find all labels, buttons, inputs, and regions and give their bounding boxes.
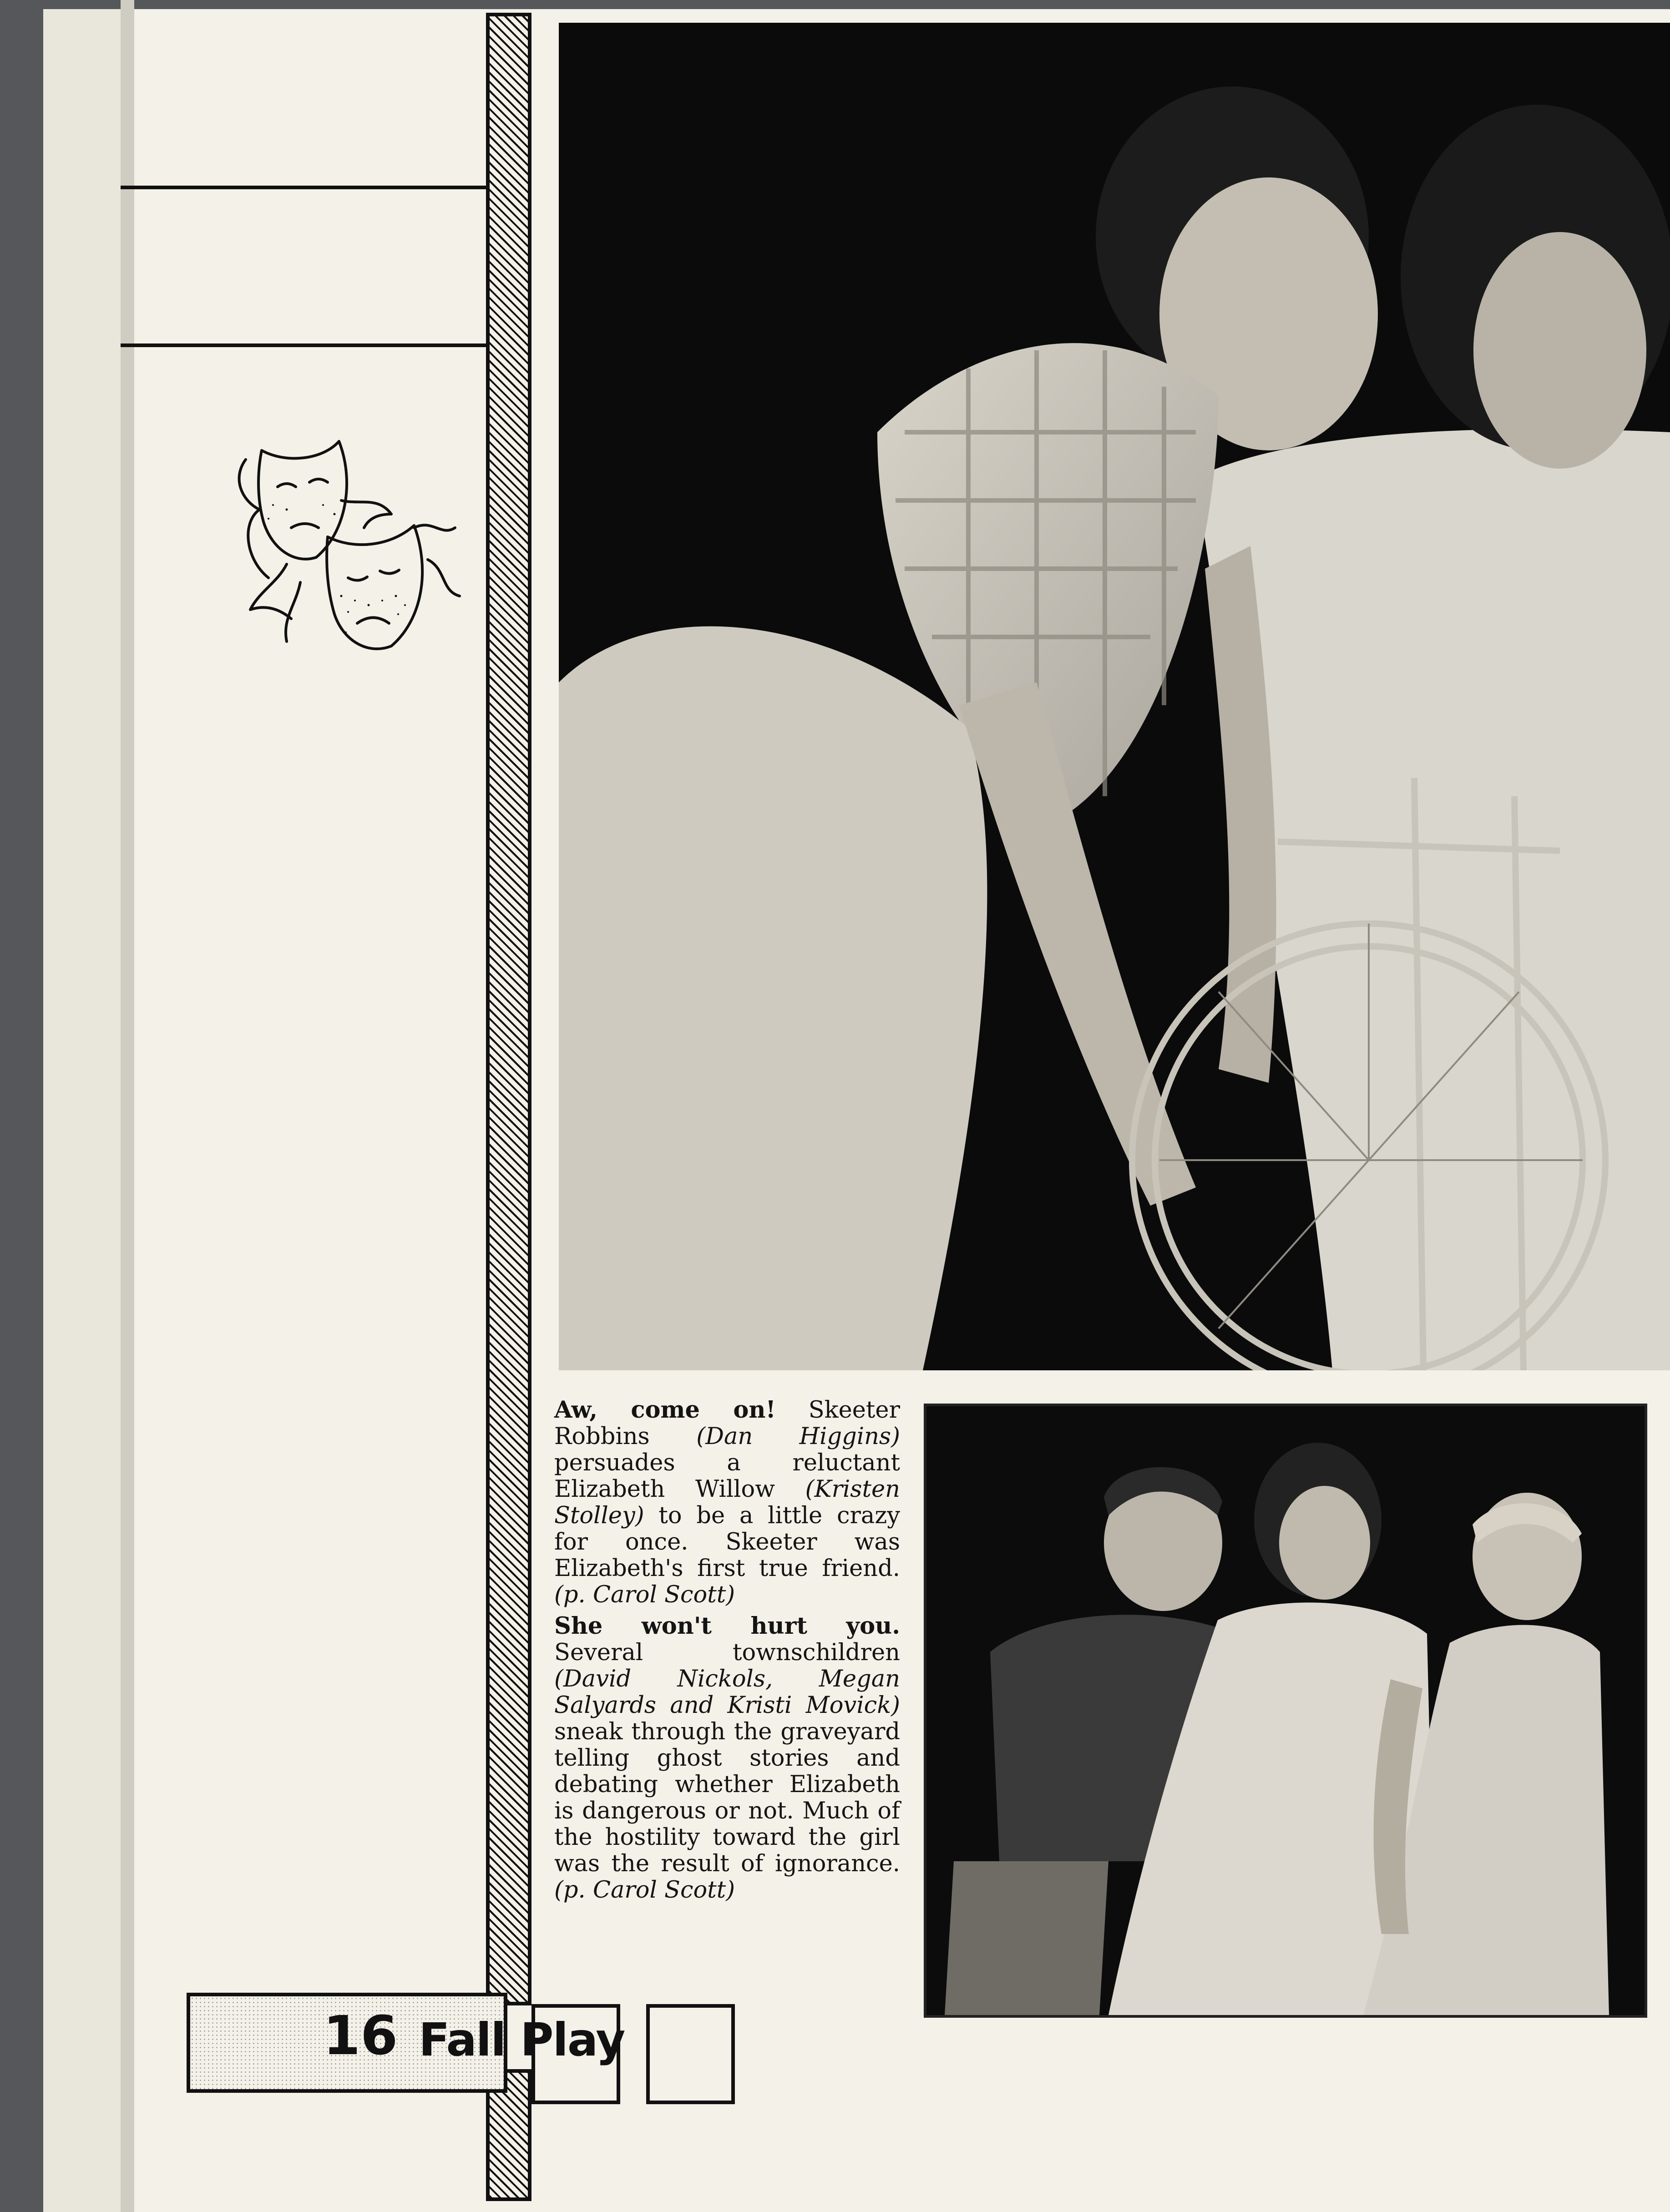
page-number: 16 <box>323 2004 398 2067</box>
section-title: Fall Play <box>419 2013 625 2066</box>
caption-text: Skeeter Robbins <box>554 1397 900 1450</box>
caption-text: persuades a reluctant Elizabeth Willow <box>554 1449 900 1503</box>
caption-lead: Aw, come on! <box>554 1396 776 1424</box>
caption-lead: She won't hurt you. <box>554 1612 900 1640</box>
photo-credit: (p. Carol Scott) <box>554 1581 735 1608</box>
caption-credit: (Kristen Stolley) <box>554 1476 900 1529</box>
photo-caption-1 <box>554 1397 900 1608</box>
comedy-tragedy-masks-icon <box>218 432 473 687</box>
secondary-photo-townschildren <box>924 1404 1647 2018</box>
horizontal-rule <box>121 186 503 189</box>
caption-text: to be a little crazy for once. Skeeter was Elizabeth's first true friend. <box>554 1502 900 1582</box>
page-edge <box>121 0 134 2212</box>
caption-text: sneak through the graveyard telling ghost stories and debating whether Elizabeth is dangerous or not. Much of the hostility toward the girl was the result of ignorance. <box>554 1718 900 1877</box>
main-photo-skeeter-and-elizabeth <box>559 23 1670 1370</box>
caption-credit: (Dan Higgins) <box>696 1423 900 1450</box>
caption-text: Several townschildren <box>554 1639 900 1666</box>
hatched-divider-column <box>486 13 531 2005</box>
photo-credit: (p. Carol Scott) <box>554 1877 735 1904</box>
horizontal-rule <box>121 343 503 347</box>
caption-credit: (David Nickols, Megan Salyards and Kristi Movick) <box>554 1666 900 1719</box>
folio-box-outline <box>646 2004 735 2104</box>
photo-caption-2 <box>554 1613 900 1904</box>
